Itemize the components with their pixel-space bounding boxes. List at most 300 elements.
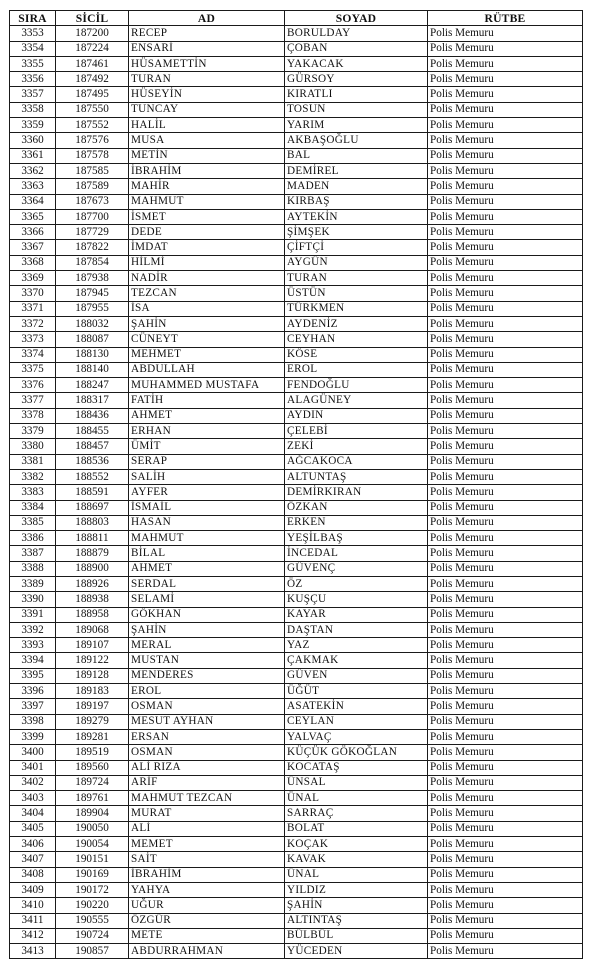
cell-sicil: 188317 (56, 393, 129, 408)
table-row (10, 408, 583, 423)
cell-rutbe: Polis Memuru (428, 469, 583, 484)
table-row (10, 347, 583, 362)
cell-soyad: ASATEKİN (285, 699, 428, 714)
cell-sicil: 188247 (56, 378, 129, 393)
cell-ad: SALİH (129, 469, 285, 484)
cell-ad: MAHMUT (129, 531, 285, 546)
cell-rutbe: Polis Memuru (428, 668, 583, 683)
cell-rutbe: Polis Memuru (428, 424, 583, 439)
table-row (10, 332, 583, 347)
cell-sira: 3413 (10, 944, 56, 959)
cell-soyad: ÖZKAN (285, 500, 428, 515)
cell-soyad: ÇAKMAK (285, 653, 428, 668)
cell-sira: 3379 (10, 424, 56, 439)
cell-sicil: 187585 (56, 163, 129, 178)
table-row (10, 102, 583, 117)
cell-sicil: 187492 (56, 72, 129, 87)
table-row (10, 500, 583, 515)
cell-rutbe: Polis Memuru (428, 944, 583, 959)
cell-ad: EROL (129, 684, 285, 699)
cell-sicil: 188879 (56, 546, 129, 561)
cell-soyad: AYTEKİN (285, 209, 428, 224)
cell-sira: 3361 (10, 148, 56, 163)
cell-ad: MAHİR (129, 179, 285, 194)
cell-rutbe: Polis Memuru (428, 148, 583, 163)
cell-sira: 3411 (10, 913, 56, 928)
table-header-row (10, 11, 583, 26)
table-row (10, 867, 583, 882)
table-row (10, 699, 583, 714)
table-row (10, 133, 583, 148)
cell-rutbe: Polis Memuru (428, 515, 583, 530)
table-row (10, 56, 583, 71)
cell-sicil: 187938 (56, 271, 129, 286)
table-row (10, 729, 583, 744)
cell-rutbe: Polis Memuru (428, 179, 583, 194)
cell-soyad: YAKACAK (285, 56, 428, 71)
cell-soyad: ÇOBAN (285, 41, 428, 56)
cell-sicil: 189122 (56, 653, 129, 668)
cell-rutbe: Polis Memuru (428, 546, 583, 561)
cell-sira: 3404 (10, 806, 56, 821)
cell-ad: METİN (129, 148, 285, 163)
cell-sicil: 187576 (56, 133, 129, 148)
cell-sira: 3405 (10, 821, 56, 836)
cell-sicil: 189281 (56, 729, 129, 744)
table-row (10, 653, 583, 668)
cell-soyad: ÜĞÜT (285, 684, 428, 699)
cell-sicil: 190724 (56, 928, 129, 943)
cell-ad: ABDURRAHMAN (129, 944, 285, 959)
cell-sira: 3363 (10, 179, 56, 194)
table-row (10, 576, 583, 591)
table-row (10, 271, 583, 286)
cell-ad: İMDAT (129, 240, 285, 255)
cell-sira: 3407 (10, 852, 56, 867)
cell-ad: MENDERES (129, 668, 285, 683)
table-row (10, 41, 583, 56)
cell-rutbe: Polis Memuru (428, 898, 583, 913)
cell-sicil: 187945 (56, 286, 129, 301)
cell-sira: 3391 (10, 607, 56, 622)
cell-sira: 3382 (10, 469, 56, 484)
cell-sira: 3399 (10, 729, 56, 744)
cell-sicil: 189724 (56, 775, 129, 790)
cell-sira: 3387 (10, 546, 56, 561)
cell-sicil: 190555 (56, 913, 129, 928)
cell-sira: 3383 (10, 485, 56, 500)
table-row (10, 622, 583, 637)
cell-sira: 3356 (10, 72, 56, 87)
cell-sicil: 189183 (56, 684, 129, 699)
table-row (10, 179, 583, 194)
cell-rutbe: Polis Memuru (428, 485, 583, 500)
cell-sira: 3403 (10, 791, 56, 806)
cell-soyad: KIRATLI (285, 87, 428, 102)
table-row (10, 837, 583, 852)
cell-ad: AHMET (129, 408, 285, 423)
cell-soyad: AYDIN (285, 408, 428, 423)
cell-sicil: 187729 (56, 225, 129, 240)
cell-sicil: 187854 (56, 255, 129, 270)
cell-sira: 3359 (10, 118, 56, 133)
cell-sicil: 188958 (56, 607, 129, 622)
cell-sira: 3368 (10, 255, 56, 270)
table-row (10, 806, 583, 821)
cell-ad: AHMET (129, 561, 285, 576)
cell-ad: HÜSAMETTİN (129, 56, 285, 71)
cell-soyad: ÜNAL (285, 867, 428, 882)
cell-soyad: YARIM (285, 118, 428, 133)
cell-soyad: AĞCAKOCA (285, 454, 428, 469)
cell-soyad: ŞİMŞEK (285, 225, 428, 240)
cell-sicil: 189560 (56, 760, 129, 775)
cell-soyad: ALTUNTAŞ (285, 469, 428, 484)
cell-soyad: KOÇAK (285, 837, 428, 852)
cell-rutbe: Polis Memuru (428, 653, 583, 668)
cell-soyad: BORULDAY (285, 26, 428, 41)
table-row (10, 668, 583, 683)
cell-ad: MESUT AYHAN (129, 714, 285, 729)
table-row (10, 928, 583, 943)
cell-soyad: ALAGÜNEY (285, 393, 428, 408)
cell-soyad: YILDIZ (285, 882, 428, 897)
cell-rutbe: Polis Memuru (428, 454, 583, 469)
cell-rutbe: Polis Memuru (428, 347, 583, 362)
cell-ad: İBRAHİM (129, 867, 285, 882)
cell-soyad: ÖZ (285, 576, 428, 591)
cell-rutbe: Polis Memuru (428, 378, 583, 393)
cell-ad: MUSA (129, 133, 285, 148)
cell-sira: 3389 (10, 576, 56, 591)
cell-ad: DEDE (129, 225, 285, 240)
cell-soyad: ŞAHİN (285, 898, 428, 913)
cell-sicil: 188900 (56, 561, 129, 576)
cell-sira: 3402 (10, 775, 56, 790)
cell-sira: 3410 (10, 898, 56, 913)
cell-soyad: ÜSTÜN (285, 286, 428, 301)
cell-ad: MAHMUT TEZCAN (129, 791, 285, 806)
cell-sicil: 188697 (56, 500, 129, 515)
cell-sicil: 187955 (56, 301, 129, 316)
cell-ad: OSMAN (129, 745, 285, 760)
cell-sicil: 190172 (56, 882, 129, 897)
cell-sicil: 188130 (56, 347, 129, 362)
cell-rutbe: Polis Memuru (428, 26, 583, 41)
cell-rutbe: Polis Memuru (428, 41, 583, 56)
cell-ad: İSMAİL (129, 500, 285, 515)
cell-ad: ERSAN (129, 729, 285, 744)
cell-rutbe: Polis Memuru (428, 408, 583, 423)
cell-sira: 3357 (10, 87, 56, 102)
table-row (10, 684, 583, 699)
cell-sicil: 189279 (56, 714, 129, 729)
cell-rutbe: Polis Memuru (428, 729, 583, 744)
cell-rutbe: Polis Memuru (428, 393, 583, 408)
cell-sira: 3364 (10, 194, 56, 209)
cell-rutbe: Polis Memuru (428, 316, 583, 331)
cell-soyad: TURAN (285, 271, 428, 286)
cell-ad: NADİR (129, 271, 285, 286)
cell-sicil: 188552 (56, 469, 129, 484)
cell-rutbe: Polis Memuru (428, 439, 583, 454)
cell-soyad: ERKEN (285, 515, 428, 530)
cell-sicil: 188455 (56, 424, 129, 439)
cell-ad: HÜSEYİN (129, 87, 285, 102)
table-row (10, 424, 583, 439)
cell-soyad: YEŞİLBAŞ (285, 531, 428, 546)
table-row (10, 240, 583, 255)
table-row (10, 301, 583, 316)
cell-sira: 3408 (10, 867, 56, 882)
cell-sicil: 187700 (56, 209, 129, 224)
cell-rutbe: Polis Memuru (428, 622, 583, 637)
cell-sira: 3393 (10, 638, 56, 653)
cell-soyad: DAŞTAN (285, 622, 428, 637)
cell-ad: ÜMİT (129, 439, 285, 454)
cell-rutbe: Polis Memuru (428, 56, 583, 71)
cell-sira: 3354 (10, 41, 56, 56)
cell-sira: 3394 (10, 653, 56, 668)
cell-rutbe: Polis Memuru (428, 255, 583, 270)
cell-ad: MURAT (129, 806, 285, 821)
cell-sicil: 187822 (56, 240, 129, 255)
cell-sicil: 187673 (56, 194, 129, 209)
cell-ad: SERAP (129, 454, 285, 469)
cell-rutbe: Polis Memuru (428, 684, 583, 699)
cell-rutbe: Polis Memuru (428, 240, 583, 255)
cell-rutbe: Polis Memuru (428, 500, 583, 515)
cell-sicil: 188087 (56, 332, 129, 347)
cell-soyad: BÜLBÜL (285, 928, 428, 943)
cell-sira: 3385 (10, 515, 56, 530)
cell-sicil: 187589 (56, 179, 129, 194)
cell-ad: ABDULLAH (129, 362, 285, 377)
header-soyad: SOYAD (285, 11, 428, 26)
cell-sicil: 188811 (56, 531, 129, 546)
cell-sicil: 189519 (56, 745, 129, 760)
cell-sicil: 190151 (56, 852, 129, 867)
cell-rutbe: Polis Memuru (428, 72, 583, 87)
cell-sicil: 188457 (56, 439, 129, 454)
cell-ad: METE (129, 928, 285, 943)
header-ad: AD (129, 11, 285, 26)
cell-sira: 3369 (10, 271, 56, 286)
cell-sicil: 189068 (56, 622, 129, 637)
cell-sicil: 190050 (56, 821, 129, 836)
cell-ad: TUNCAY (129, 102, 285, 117)
cell-rutbe: Polis Memuru (428, 332, 583, 347)
cell-rutbe: Polis Memuru (428, 576, 583, 591)
cell-sira: 3373 (10, 332, 56, 347)
cell-ad: HALİL (129, 118, 285, 133)
table-row (10, 882, 583, 897)
cell-ad: ÖZGÜR (129, 913, 285, 928)
cell-soyad: GÜVEN (285, 668, 428, 683)
cell-soyad: TOSUN (285, 102, 428, 117)
table-row (10, 775, 583, 790)
cell-soyad: CEYHAN (285, 332, 428, 347)
table-row (10, 760, 583, 775)
table-row (10, 225, 583, 240)
cell-soyad: YALVAÇ (285, 729, 428, 744)
table-row (10, 745, 583, 760)
table-row (10, 87, 583, 102)
cell-soyad: YAZ (285, 638, 428, 653)
cell-sicil: 190054 (56, 837, 129, 852)
table-row (10, 148, 583, 163)
cell-sira: 3375 (10, 362, 56, 377)
cell-rutbe: Polis Memuru (428, 102, 583, 117)
cell-sicil: 187550 (56, 102, 129, 117)
cell-sicil: 188926 (56, 576, 129, 591)
cell-rutbe: Polis Memuru (428, 867, 583, 882)
cell-ad: SELAMİ (129, 592, 285, 607)
cell-ad: ARİF (129, 775, 285, 790)
cell-soyad: EROL (285, 362, 428, 377)
cell-ad: HASAN (129, 515, 285, 530)
cell-soyad: MADEN (285, 179, 428, 194)
cell-rutbe: Polis Memuru (428, 852, 583, 867)
cell-soyad: AKBAŞOĞLU (285, 133, 428, 148)
table-row (10, 607, 583, 622)
cell-ad: MAHMUT (129, 194, 285, 209)
cell-rutbe: Polis Memuru (428, 531, 583, 546)
table-row (10, 485, 583, 500)
table-row (10, 531, 583, 546)
table-row (10, 898, 583, 913)
cell-sira: 3376 (10, 378, 56, 393)
cell-sicil: 187200 (56, 26, 129, 41)
cell-sira: 3371 (10, 301, 56, 316)
table-row (10, 209, 583, 224)
header-rutbe: RÜTBE (428, 11, 583, 26)
cell-soyad: KIRBAŞ (285, 194, 428, 209)
cell-sira: 3412 (10, 928, 56, 943)
cell-soyad: KAYAR (285, 607, 428, 622)
cell-rutbe: Polis Memuru (428, 913, 583, 928)
cell-rutbe: Polis Memuru (428, 194, 583, 209)
table-row (10, 454, 583, 469)
cell-soyad: KUŞÇU (285, 592, 428, 607)
cell-ad: TEZCAN (129, 286, 285, 301)
cell-rutbe: Polis Memuru (428, 791, 583, 806)
cell-sira: 3360 (10, 133, 56, 148)
cell-rutbe: Polis Memuru (428, 301, 583, 316)
cell-sira: 3372 (10, 316, 56, 331)
cell-sira: 3362 (10, 163, 56, 178)
cell-sicil: 190220 (56, 898, 129, 913)
cell-soyad: ÜNAL (285, 791, 428, 806)
cell-sicil: 188803 (56, 515, 129, 530)
table-row (10, 26, 583, 41)
cell-soyad: GÜRSOY (285, 72, 428, 87)
cell-soyad: DEMİREL (285, 163, 428, 178)
cell-soyad: DEMİRKIRAN (285, 485, 428, 500)
table-row (10, 255, 583, 270)
table-row (10, 378, 583, 393)
cell-ad: RECEP (129, 26, 285, 41)
cell-rutbe: Polis Memuru (428, 225, 583, 240)
table-row (10, 393, 583, 408)
table-row (10, 72, 583, 87)
cell-ad: İSA (129, 301, 285, 316)
cell-sicil: 189761 (56, 791, 129, 806)
cell-sicil: 188032 (56, 316, 129, 331)
cell-sira: 3386 (10, 531, 56, 546)
cell-sira: 3384 (10, 500, 56, 515)
cell-sicil: 189197 (56, 699, 129, 714)
cell-sira: 3355 (10, 56, 56, 71)
cell-ad: SERDAL (129, 576, 285, 591)
cell-sicil: 188591 (56, 485, 129, 500)
cell-ad: İBRAHİM (129, 163, 285, 178)
cell-ad: İSMET (129, 209, 285, 224)
cell-rutbe: Polis Memuru (428, 882, 583, 897)
cell-sira: 3377 (10, 393, 56, 408)
table-row (10, 852, 583, 867)
cell-ad: ALİ RIZA (129, 760, 285, 775)
table-row (10, 118, 583, 133)
cell-soyad: ALTINTAŞ (285, 913, 428, 928)
cell-rutbe: Polis Memuru (428, 714, 583, 729)
cell-ad: UĞUR (129, 898, 285, 913)
cell-ad: MEHMET (129, 347, 285, 362)
table-row (10, 194, 583, 209)
cell-sicil: 188938 (56, 592, 129, 607)
cell-sicil: 187224 (56, 41, 129, 56)
cell-sicil: 190857 (56, 944, 129, 959)
personnel-table (9, 10, 583, 959)
table-row (10, 714, 583, 729)
cell-ad: MUSTAN (129, 653, 285, 668)
cell-sicil: 187461 (56, 56, 129, 71)
cell-soyad: KAVAK (285, 852, 428, 867)
cell-soyad: ÜNSAL (285, 775, 428, 790)
table-row (10, 316, 583, 331)
cell-soyad: TÜRKMEN (285, 301, 428, 316)
table-row (10, 163, 583, 178)
cell-ad: FATİH (129, 393, 285, 408)
cell-sira: 3374 (10, 347, 56, 362)
table-row (10, 362, 583, 377)
cell-soyad: ÇELEBİ (285, 424, 428, 439)
table-row (10, 561, 583, 576)
cell-sicil: 188436 (56, 408, 129, 423)
cell-soyad: AYDENİZ (285, 316, 428, 331)
cell-rutbe: Polis Memuru (428, 87, 583, 102)
header-sira: SIRA (10, 11, 56, 26)
cell-ad: ALİ (129, 821, 285, 836)
cell-ad: SAİT (129, 852, 285, 867)
cell-soyad: KÜÇÜK GÖKOĞLAN (285, 745, 428, 760)
cell-ad: ERHAN (129, 424, 285, 439)
cell-sira: 3401 (10, 760, 56, 775)
cell-soyad: ZEKİ (285, 439, 428, 454)
cell-sicil: 187495 (56, 87, 129, 102)
cell-rutbe: Polis Memuru (428, 163, 583, 178)
cell-sicil: 187552 (56, 118, 129, 133)
cell-soyad: KOCATAŞ (285, 760, 428, 775)
table-row (10, 439, 583, 454)
cell-ad: MEMET (129, 837, 285, 852)
cell-rutbe: Polis Memuru (428, 760, 583, 775)
cell-rutbe: Polis Memuru (428, 699, 583, 714)
cell-soyad: YÜCEDEN (285, 944, 428, 959)
cell-ad: BİLAL (129, 546, 285, 561)
cell-sicil: 189904 (56, 806, 129, 821)
header-sicil: SİCİL (56, 11, 129, 26)
